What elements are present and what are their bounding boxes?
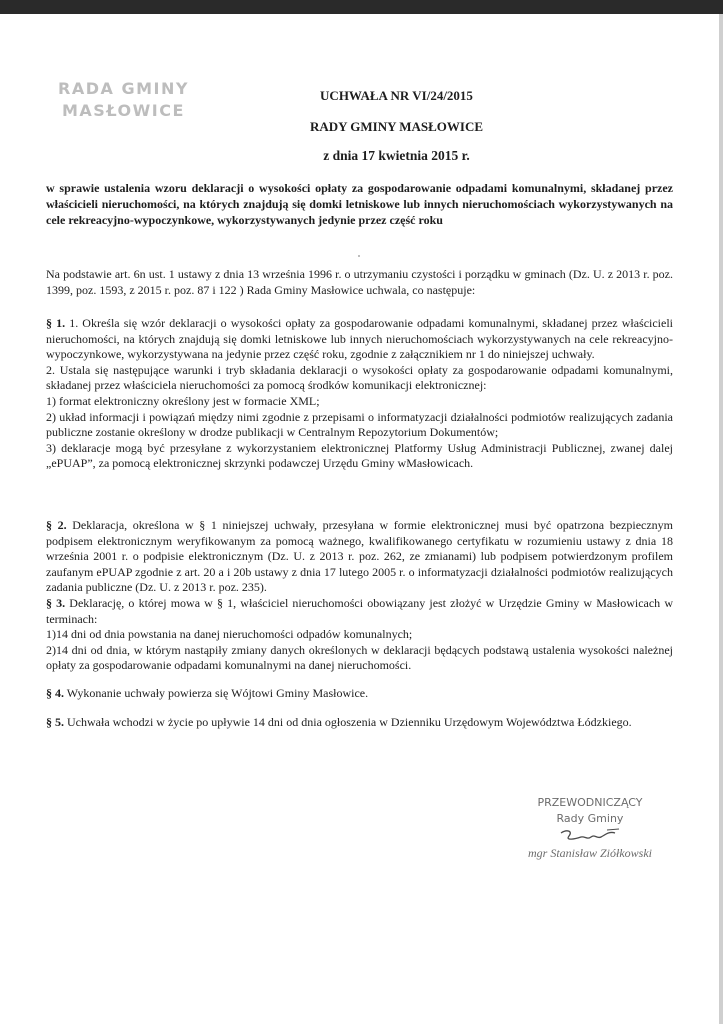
section-1-item-3: 3) deklaracje mogą być przesyłane z wykorzystaniem elektronicznej Platformy Usług Administracji Publicznej, zwanej dalej „ePUAP”, za pomocą elektronicznej skrzynki podawczej Urzędu Gminy wMasłowicach. bbox=[46, 440, 673, 471]
resolution-title: UCHWAŁA NR VI/24/2015 bbox=[320, 88, 473, 103]
signature-block bbox=[490, 795, 690, 861]
section-2-paragraph bbox=[46, 518, 673, 596]
section-5 bbox=[46, 715, 673, 731]
section-3-item-1: 1)14 dni od dnia powstania na danej nieruchomości odpadów komunalnych; bbox=[46, 627, 413, 642]
signature-council: Rady Gminy bbox=[556, 812, 624, 825]
scan-right-edge bbox=[719, 14, 723, 1024]
section-1-item-1: 1) format elektroniczny określony jest w formacie XML; bbox=[46, 393, 320, 408]
section-5-paragraph bbox=[46, 715, 673, 731]
scan-speck bbox=[358, 255, 360, 257]
handwritten-signature bbox=[555, 827, 625, 845]
section-4-text: Wykonanie uchwały powierza się Wójtowi Gminy Masłowice. bbox=[64, 686, 369, 700]
signature-role: PRZEWODNICZĄCY bbox=[537, 796, 643, 809]
resolution-subject: w sprawie ustalenia wzoru deklaracji o wysokości opłaty za gospodarowanie odpadami komunalnymi, składanej przez właścicieli nieruchomości, na których znajdują się domki letniskowe lub innych nieruchomościach wykorzystywanych na cele rekreacyjno-wypoczynkowe, wykorzystywanych jedynie przez część roku bbox=[46, 181, 673, 227]
section-1 bbox=[46, 316, 673, 472]
legal-basis bbox=[46, 267, 673, 298]
section-2-label: § 2. bbox=[46, 518, 67, 532]
section-3-item-2: 2)14 dni od dnia, w którym nastąpiły zmiany danych określonych w deklaracji będących podstawą ustalenia wysokości należnej opłaty za gospodarowanie odpadami komunalnymi na danej nieruchomości. bbox=[46, 642, 673, 673]
section-4-label: § 4. bbox=[46, 686, 64, 700]
section-3-text: Deklarację, o której mowa w § 1, właściciel nieruchomości obowiązany jest złożyć w Urzędzie Gminy w Masłowicach w terminach: bbox=[46, 595, 673, 626]
legal-basis-text: Na podstawie art. 6n ust. 1 ustawy z dnia 13 września 1996 r. o utrzymaniu czystości i porządku w gminach (Dz. U. z 2013 r. poz. 1399, poz. 1593, z 2015 r. poz. 87 i 122 ) Rada Gminy Masłowice uchwala, co następuje: bbox=[46, 267, 673, 297]
section-3-paragraph bbox=[46, 596, 673, 627]
section-1-item-2: 2) układ informacji i powiązań między nimi zgodnie z przepisami o informatyzacji działalności podmiotów realizujących zadania publiczne zostanie określony w drodze publikacji w Centralnym Repozytorium Dokumentów; bbox=[46, 409, 673, 440]
section-5-text: Uchwała wchodzi w życie po upływie 14 dni od dnia ogłoszenia w Dzienniku Urzędowym Województwa Łódzkiego. bbox=[64, 715, 632, 729]
resolution-issuer: RADY GMINY MASŁOWICE bbox=[309, 119, 484, 134]
section-3-label: § 3. bbox=[46, 595, 66, 610]
section-1-paragraph-1 bbox=[46, 316, 673, 363]
section-1-label: § 1. bbox=[46, 316, 66, 330]
section-4-paragraph bbox=[46, 686, 673, 702]
section-1-text: 1. Określa się wzór deklaracji o wysokości opłaty za gospodarowanie odpadami komunalnymi, składanej przez właścicieli nieruchomości, na których znajdują się domki letniskowe lub innych nieruchomościach wykorzystywanych na cele rekreacyjno-wypoczynkowe, wykorzystywana na jedynie przez część roku, zgodnie z załącznikiem nr 1 do niniejszej uchwały. bbox=[46, 316, 674, 362]
section-2 bbox=[46, 518, 673, 674]
scan-top-border bbox=[0, 0, 723, 14]
section-2-text: Deklaracja, określona w § 1 niniejszej uchwały, przesyłana w formie elektronicznej musi być opatrzona bezpiecznym podpisem elektronicznym weryfikowanym za pomocą ważnego, kwalifikowanego certyfikatu w rozumieniu ustawy z dnia 18 września 2001 r. o podpisie elektronicznym (Dz. U. z 2013 r. poz. 262, ze zmianami) lub podpisem potwierdzonym profilem zaufanym ePUAP zgodnie z art. 20 a i 20b ustawy z dnia 17 lutego 2005 r. o informatyzacji działalności podmiotów realizujących zadania publiczne (Dz. U. z 2013 r. poz. 235). bbox=[46, 518, 674, 595]
section-5-label: § 5. bbox=[46, 715, 64, 729]
resolution-date: z dnia 17 kwietnia 2015 r. bbox=[323, 148, 470, 163]
stamp-line-1: RADA GMINY bbox=[58, 79, 189, 98]
section-1-paragraph-2: 2. Ustala się następujące warunki i tryb składania deklaracji o wysokości opłaty za gospodarowanie odpadami komunalnymi, składanej przez właściciela nieruchomości za pomocą środków komunikacji elektronicznej: bbox=[46, 362, 673, 393]
section-4 bbox=[46, 686, 673, 702]
stamp-line-2: MASŁOWICE bbox=[62, 101, 185, 120]
signature-name: mgr Stanisław Ziółkowski bbox=[527, 846, 652, 860]
